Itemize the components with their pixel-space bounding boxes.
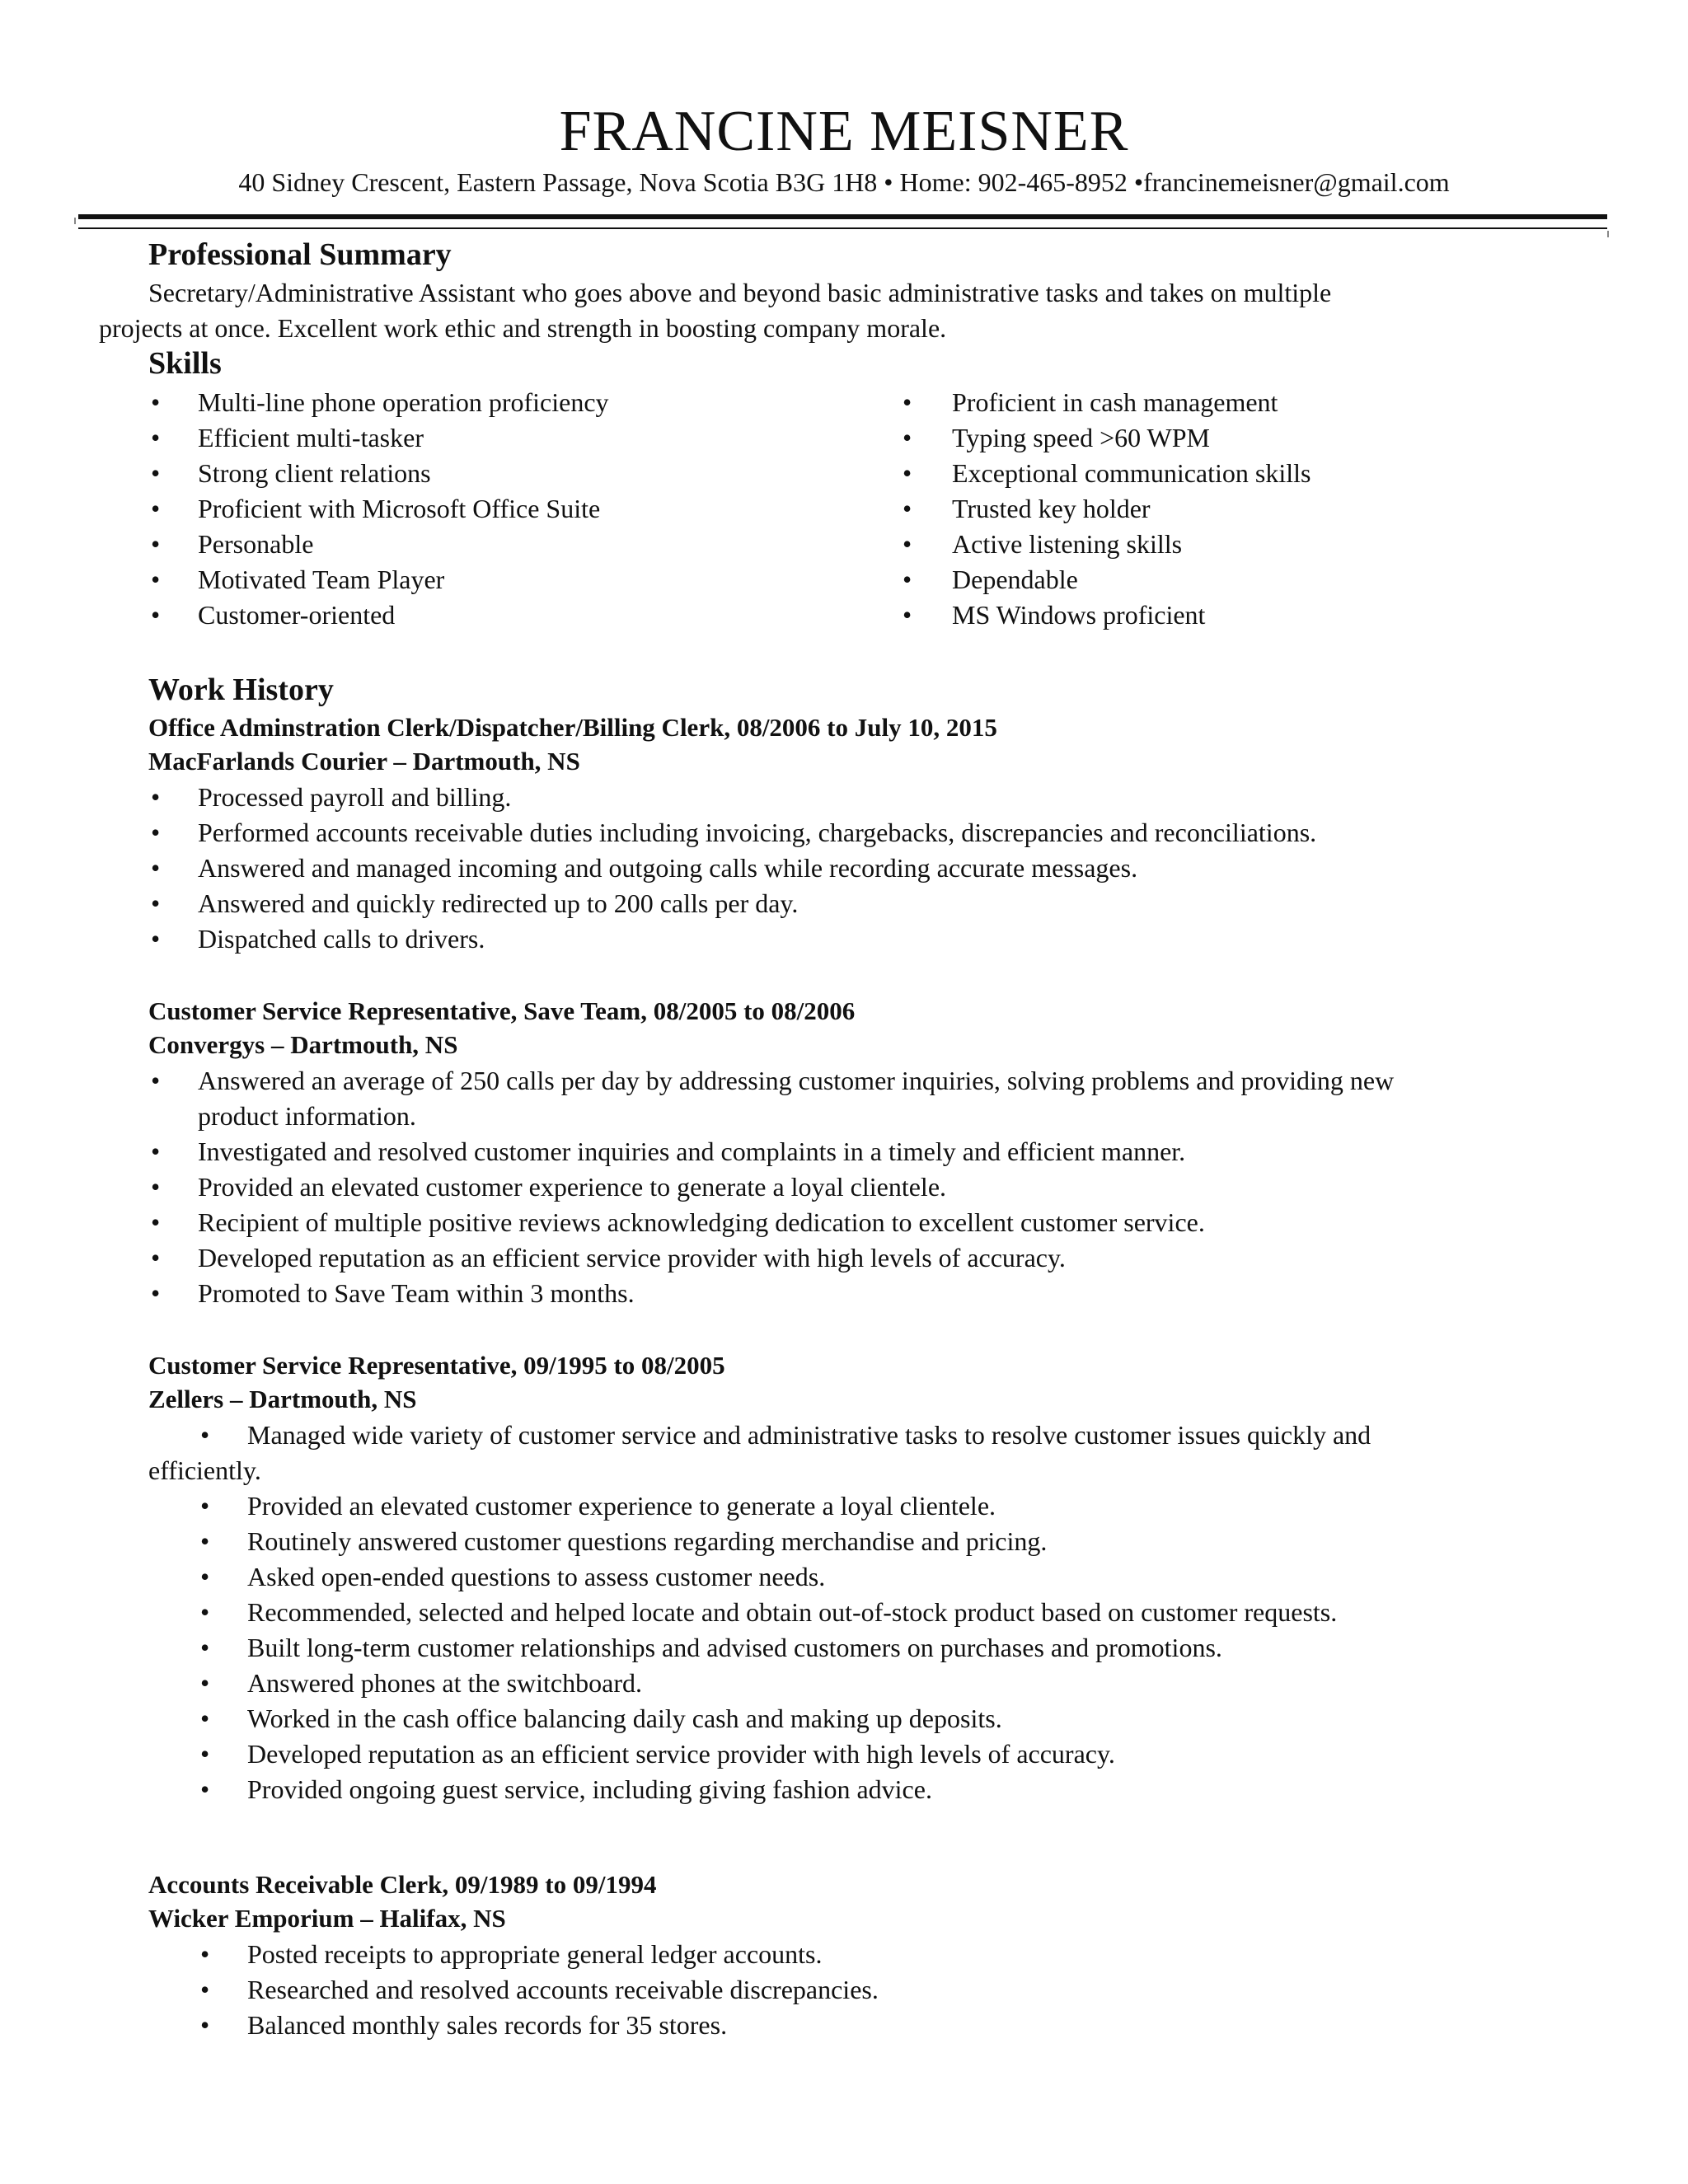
- job-bullet: Developed reputation as an efficient service provider with high levels of accuracy.: [247, 1739, 1115, 1769]
- job-company: Zellers – Dartmouth, NS: [148, 1385, 417, 1413]
- job-company: Convergys – Dartmouth, NS: [148, 1030, 458, 1059]
- job-bullet-continuation: product information.: [198, 1101, 416, 1131]
- job-bullet: Provided an elevated customer experience to generate a loyal clientele.: [198, 1172, 947, 1202]
- bullet-icon: •: [903, 600, 912, 630]
- job-title: Customer Service Representative, 09/1995 to 08/2005: [148, 1351, 725, 1380]
- skill-item: MS Windows proficient: [952, 600, 1206, 630]
- bullet-icon: •: [151, 423, 161, 452]
- bullet-icon: •: [200, 1704, 210, 1733]
- bullet-icon: •: [200, 1739, 210, 1769]
- work-history-heading: Work History: [148, 673, 334, 707]
- skill-item: Typing speed >60 WPM: [952, 423, 1210, 452]
- bullet-icon: •: [151, 600, 161, 630]
- bullet-icon: •: [200, 1774, 210, 1804]
- job-bullet: Provided an elevated customer experience to generate a loyal clientele.: [247, 1491, 996, 1521]
- job-bullet: Answered and quickly redirected up to 200 calls per day.: [198, 888, 799, 918]
- bullet-icon: •: [151, 529, 161, 559]
- skill-item: Multi-line phone operation proficiency: [198, 387, 609, 417]
- bullet-icon: •: [200, 1633, 210, 1662]
- header-rule-thin: [78, 227, 1607, 229]
- job-title: Office Adminstration Clerk/Dispatcher/Billing Clerk, 08/2006 to July 10, 2015: [148, 713, 997, 742]
- bullet-icon: •: [903, 387, 912, 417]
- bullet-icon: •: [151, 782, 161, 812]
- skill-item: Trusted key holder: [952, 494, 1151, 523]
- bullet-icon: •: [903, 565, 912, 594]
- rule-tick-right: [1607, 231, 1609, 237]
- job-bullet: Investigated and resolved customer inquiries and complaints in a timely and efficient manner.: [198, 1137, 1186, 1166]
- job-bullet: Built long-term customer relationships and advised customers on purchases and promotions.: [247, 1633, 1222, 1662]
- job-bullet: Answered an average of 250 calls per day by addressing customer inquiries, solving problems and providing new: [198, 1066, 1395, 1095]
- skill-item: Exceptional communication skills: [952, 458, 1311, 488]
- summary-line-2: projects at once. Excellent work ethic and strength in boosting company morale.: [99, 313, 947, 343]
- header-rule-thick: [78, 214, 1607, 219]
- bullet-icon: •: [200, 2010, 210, 2040]
- job-bullet: Answered phones at the switchboard.: [247, 1668, 642, 1698]
- job-bullet: Answered and managed incoming and outgoing calls while recording accurate messages.: [198, 853, 1138, 883]
- skill-item: Personable: [198, 529, 314, 559]
- bullet-icon: •: [200, 1668, 210, 1698]
- bullet-icon: •: [151, 853, 161, 883]
- bullet-icon: •: [903, 458, 912, 488]
- job-bullet: Researched and resolved accounts receivable discrepancies.: [247, 1975, 879, 2004]
- job-bullet: Posted receipts to appropriate general ledger accounts.: [247, 1939, 823, 1969]
- bullet-icon: •: [151, 1278, 161, 1308]
- bullet-icon: •: [200, 1939, 210, 1969]
- job-bullet: Worked in the cash office balancing daily cash and making up deposits.: [247, 1704, 1002, 1733]
- skill-item: Proficient with Microsoft Office Suite: [198, 494, 601, 523]
- skill-item: Proficient in cash management: [952, 387, 1278, 417]
- skill-item: Motivated Team Player: [198, 565, 445, 594]
- skill-item: Active listening skills: [952, 529, 1183, 559]
- rule-tick-left: [74, 218, 76, 224]
- job-bullet: Developed reputation as an efficient service provider with high levels of accuracy.: [198, 1243, 1066, 1272]
- bullet-icon: •: [151, 1137, 161, 1166]
- job-bullet-continuation: efficiently.: [148, 1455, 261, 1485]
- job-bullet: Provided ongoing guest service, including giving fashion advice.: [247, 1774, 932, 1804]
- bullet-icon: •: [151, 818, 161, 847]
- job-bullet: Managed wide variety of customer service and administrative tasks to resolve customer issues quickly and: [247, 1420, 1372, 1450]
- bullet-icon: •: [903, 529, 912, 559]
- bullet-icon: •: [151, 494, 161, 523]
- job-bullet: Processed payroll and billing.: [198, 782, 512, 812]
- job-bullet: Promoted to Save Team within 3 months.: [198, 1278, 635, 1308]
- skill-item: Efficient multi-tasker: [198, 423, 424, 452]
- job-bullet: Balanced monthly sales records for 35 stores.: [247, 2010, 728, 2040]
- bullet-icon: •: [151, 387, 161, 417]
- job-bullet: Routinely answered customer questions regarding merchandise and pricing.: [247, 1526, 1048, 1556]
- job-company: MacFarlands Courier – Dartmouth, NS: [148, 747, 580, 776]
- skill-item: Dependable: [952, 565, 1078, 594]
- job-company: Wicker Emporium – Halifax, NS: [148, 1904, 506, 1933]
- job-title: Customer Service Representative, Save Team, 08/2005 to 08/2006: [148, 996, 856, 1025]
- bullet-icon: •: [200, 1491, 210, 1521]
- skill-item: Customer-oriented: [198, 600, 396, 630]
- job-bullet: Recipient of multiple positive reviews acknowledging dedication to excellent customer service.: [198, 1207, 1205, 1237]
- bullet-icon: •: [151, 888, 161, 918]
- bullet-icon: •: [151, 1243, 161, 1272]
- summary-line-1: Secretary/Administrative Assistant who goes above and beyond basic administrative tasks and takes on multiple: [148, 278, 1332, 307]
- skill-item: Strong client relations: [198, 458, 431, 488]
- summary-heading: Professional Summary: [148, 237, 452, 272]
- bullet-icon: •: [151, 1066, 161, 1095]
- candidate-name: FRANCINE MEISNER: [559, 100, 1129, 163]
- bullet-icon: •: [151, 565, 161, 594]
- bullet-icon: •: [151, 458, 161, 488]
- bullet-icon: •: [151, 924, 161, 954]
- job-bullet: Dispatched calls to drivers.: [198, 924, 485, 954]
- bullet-icon: •: [200, 1420, 210, 1450]
- bullet-icon: •: [200, 1562, 210, 1591]
- bullet-icon: •: [200, 1597, 210, 1627]
- job-bullet: Recommended, selected and helped locate and obtain out-of-stock product based on customer requests.: [247, 1597, 1338, 1627]
- skills-heading: Skills: [148, 346, 222, 381]
- contact-line: 40 Sidney Crescent, Eastern Passage, Nova Scotia B3G 1H8 • Home: 902-465-8952 •francinemeisner@gmail.com: [238, 167, 1450, 197]
- bullet-icon: •: [200, 1975, 210, 2004]
- job-bullet: Performed accounts receivable duties including invoicing, chargebacks, discrepancies and reconciliations.: [198, 818, 1317, 847]
- bullet-icon: •: [151, 1172, 161, 1202]
- bullet-icon: •: [200, 1526, 210, 1556]
- job-bullet: Asked open-ended questions to assess customer needs.: [247, 1562, 826, 1591]
- bullet-icon: •: [151, 1207, 161, 1237]
- bullet-icon: •: [903, 423, 912, 452]
- job-title: Accounts Receivable Clerk, 09/1989 to 09/1994: [148, 1870, 657, 1899]
- bullet-icon: •: [903, 494, 912, 523]
